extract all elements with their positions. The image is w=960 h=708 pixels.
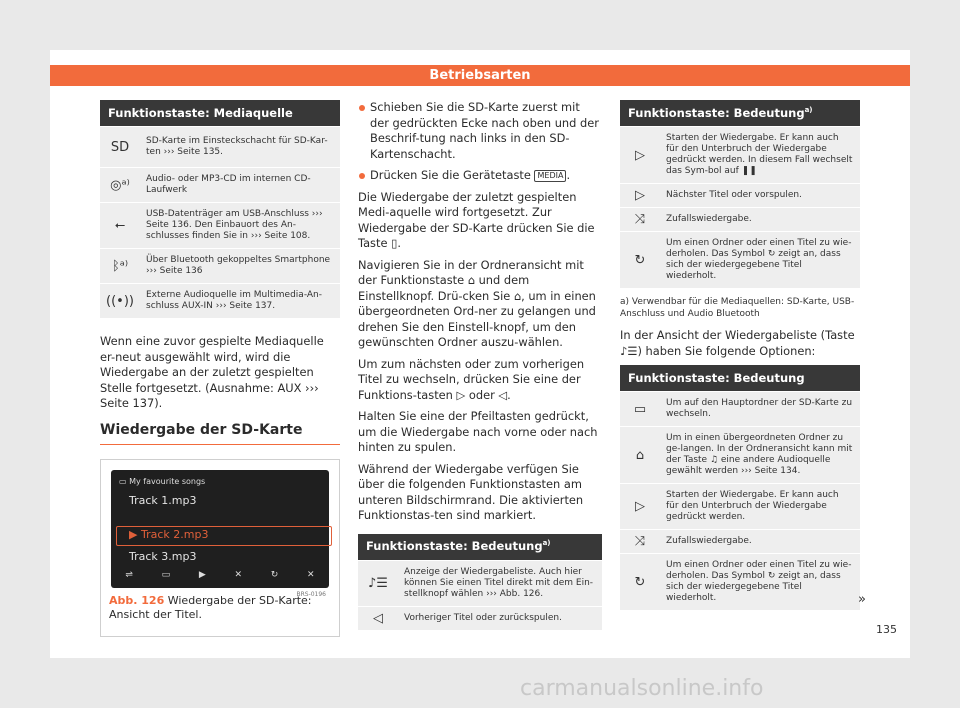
sd-card-icon: SD bbox=[100, 127, 140, 168]
table-title: Funktionstaste: Bedeutung$^{a)}$ bbox=[358, 534, 602, 561]
folder-label: ▭ My favourite songs bbox=[119, 476, 206, 486]
table-row bbox=[620, 530, 860, 554]
shuffle-icon: ⤨ bbox=[620, 208, 660, 232]
paragraph: Um zum nächsten oder zum vorherigen Titel zu wechseln, drücken Sie eine der Funktions-tasten ▷ oder ◁. bbox=[358, 356, 585, 402]
resume-paragraph: Wenn eine zuvor gespielte Mediaquelle er-neut ausgewählt wird, wird die Wiedergabe an der zuletzt gespielten Stelle fortgesetzt. (Ausnahme: AUX ››› Seite 137). bbox=[100, 334, 324, 410]
control-icon: ✕ bbox=[234, 569, 243, 580]
table-row bbox=[620, 127, 860, 184]
bullet-item: Drücken Sie die Gerätetaste MEDIA . bbox=[358, 168, 602, 184]
table-cell: Über Bluetooth gekoppeltes Smartphone ››› Seite 136 bbox=[140, 249, 340, 284]
table-title: Funktionstaste: Mediaquelle bbox=[100, 100, 340, 127]
page-number: 135 bbox=[876, 623, 897, 636]
table-cell: Starten der Wiedergabe. Er kann auch für den Unterbruch der Wiedergabe gedrückt werden. bbox=[660, 484, 860, 530]
bullet-item: Schieben Sie die SD-Karte zuerst mit der gedrückten Ecke nach oben und der Beschrif-tung nach links in den SD-Kartenschacht. bbox=[358, 100, 602, 162]
play-icon: ▷ bbox=[620, 484, 660, 530]
column-right bbox=[620, 100, 860, 610]
table-cell: Audio- oder MP3-CD im internen CD-Laufwerk bbox=[140, 168, 340, 203]
function-key-table bbox=[620, 100, 860, 288]
shuffle-icon: ⤨ bbox=[620, 530, 660, 554]
table-row bbox=[620, 208, 860, 232]
bluetooth-icon: ᛒᵃ⁾ bbox=[100, 249, 140, 284]
table-row bbox=[620, 392, 860, 427]
usb-icon: ⭠ bbox=[100, 203, 140, 249]
previous-icon: ◁ bbox=[358, 606, 398, 630]
table-cell: Anzeige der Wiedergabeliste. Auch hier können Sie einen Titel direkt mit dem Ein-stellknopf wählen ››› Abb. 126. bbox=[398, 560, 602, 606]
playlist-key-table bbox=[620, 365, 860, 610]
continue-mark: » bbox=[858, 592, 866, 607]
repeat-icon: ↻ bbox=[620, 554, 660, 611]
track-item: Track 1.mp3 bbox=[129, 493, 197, 507]
chapter-header: Betriebsarten bbox=[50, 65, 910, 86]
table-row bbox=[620, 184, 860, 208]
column-left bbox=[100, 100, 340, 637]
function-key-table bbox=[358, 534, 602, 630]
table-cell: Zufallswiedergabe. bbox=[660, 530, 860, 554]
track-item: ▶ Track 2.mp3 bbox=[129, 527, 209, 541]
table-row bbox=[620, 554, 860, 611]
control-icon: ▭ bbox=[161, 569, 171, 580]
table-row bbox=[100, 168, 340, 203]
table-cell: Zufallswiedergabe. bbox=[660, 208, 860, 232]
track-item: Track 3.mp3 bbox=[129, 549, 197, 563]
table-cell: Um auf den Hauptordner der SD-Karte zu wechseln. bbox=[660, 392, 860, 427]
table-row bbox=[100, 203, 340, 249]
media-source-table bbox=[100, 100, 340, 318]
playlist-icon: ♪☰ bbox=[358, 560, 398, 606]
table-row bbox=[100, 284, 340, 319]
media-key: MEDIA bbox=[534, 170, 566, 182]
table-cell: SD-Karte im Einsteckschacht für SD-Kar-ten ››› Seite 135. bbox=[140, 127, 340, 168]
table-row bbox=[100, 249, 340, 284]
control-icon: ✕ bbox=[307, 569, 315, 580]
figure-number: Abb. 126 bbox=[109, 593, 165, 607]
section-title: Wiedergabe der SD-Karte bbox=[100, 422, 340, 445]
control-icon: ⇌ bbox=[125, 569, 133, 580]
paragraph: Halten Sie eine der Pfeiltasten gedrückt, um die Wiedergabe nach vorne oder nach hinten zu spulen. bbox=[358, 409, 598, 454]
table-row bbox=[620, 484, 860, 530]
paragraph: Während der Wiedergabe verfügen Sie über die folgenden Funktionstasten am unteren Bildschirmrand. Die aktivierten Funktionstas-ten sind markiert. bbox=[358, 461, 584, 522]
control-bar bbox=[111, 570, 329, 584]
table-row bbox=[358, 560, 602, 606]
figure-sd-playback bbox=[100, 459, 340, 637]
manual-page bbox=[50, 50, 910, 658]
table-title: Funktionstaste: Bedeutung$^{a)}$ bbox=[620, 100, 860, 127]
control-icon: ↻ bbox=[270, 569, 279, 580]
paragraph: Die Wiedergabe der zuletzt gespielten Medi-aquelle wird fortgesetzt. Zur Wiedergabe der SD-Karte drücken Sie die Taste ▯. bbox=[358, 189, 595, 250]
figure-caption bbox=[109, 594, 331, 622]
table-title: Funktionstaste: Bedeutung bbox=[620, 365, 860, 392]
paragraph: Navigieren Sie in der Ordneransicht mit der Funktionstaste ⌂ und dem Einstellknopf. Drü-cken Sie ⌂, um in einen übergeordneten Ord-ner zu gelangen und drehen Sie den Einstell-knopf, um den gewünschten Ordner auszu-wählen. bbox=[358, 257, 596, 349]
parent-folder-icon: ⌂ bbox=[620, 427, 660, 484]
table-cell: Starten der Wiedergabe. Er kann auch für den Unterbruch der Wiedergabe gedrückt werden. In diesem Fall wechselt das Sym-bol auf ❚❚ bbox=[660, 127, 860, 184]
table-row bbox=[620, 427, 860, 484]
table-row bbox=[100, 127, 340, 168]
table-cell: Um in einen übergeordneten Ordner zu ge-langen. In der Ordneransicht kann mit der Taste ♫ eine andere Audioquelle gewählt werden ››› Seite 134. bbox=[660, 427, 860, 484]
watermark: carmanualsonline.info bbox=[520, 676, 764, 701]
table-cell: Nächster Titel oder vorspulen. bbox=[660, 184, 860, 208]
table-cell: Vorheriger Titel oder zurückspulen. bbox=[398, 606, 602, 630]
paragraph: In der Ansicht der Wiedergabeliste (Taste ♪☰) haben Sie folgende Optionen: bbox=[620, 328, 855, 358]
cd-icon: ◎ᵃ⁾ bbox=[100, 168, 140, 203]
figure-caption-text: Wiedergabe der SD-Karte: Ansicht der Titel. bbox=[109, 593, 312, 621]
repeat-icon: ↻ bbox=[620, 232, 660, 289]
play-icon: ▷ bbox=[620, 127, 660, 184]
figure-code: BRS-0196 bbox=[296, 590, 326, 598]
table-cell: USB-Datenträger am USB-Anschluss ››› Seite 136. Den Einbauort des An-schlusses finden Sie in ››› Seite 108. bbox=[140, 203, 340, 249]
table-cell: Um einen Ordner oder einen Titel zu wie-derholen. Das Symbol ↻ zeigt an, dass sich der wiedergegebene Titel wiederholt. bbox=[660, 554, 860, 611]
column-middle bbox=[358, 100, 602, 630]
infotainment-screen bbox=[111, 470, 329, 598]
table-cell: Externe Audioquelle im Multimedia-An-schluss AUX-IN ››› Seite 137. bbox=[140, 284, 340, 319]
table-cell: Um einen Ordner oder einen Titel zu wie-derholen. Das Symbol ↻ zeigt an, dass sich der wiedergegebene Titel wiederholt. bbox=[660, 232, 860, 289]
table-row bbox=[620, 232, 860, 289]
aux-icon: ((•)) bbox=[100, 284, 140, 319]
table-row bbox=[358, 606, 602, 630]
main-folder-icon: ▭ bbox=[620, 392, 660, 427]
footnote: a) Verwendbar für die Mediaquellen: SD-Karte, USB-Anschluss und Audio Bluetooth bbox=[620, 297, 855, 319]
control-icon: ▶ bbox=[198, 569, 206, 580]
next-icon: ▷ bbox=[620, 184, 660, 208]
